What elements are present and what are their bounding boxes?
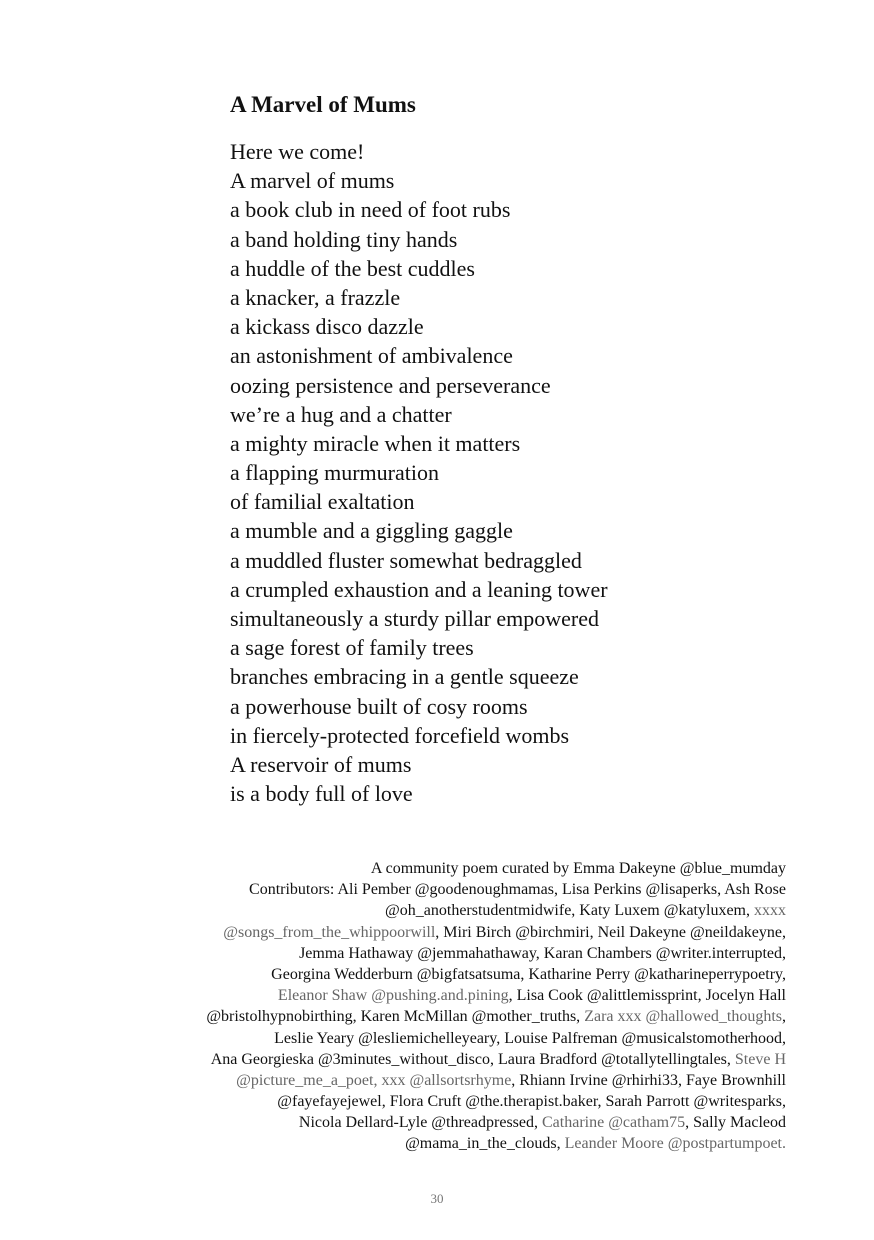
contributors-line	[66, 1028, 786, 1049]
contributors-line	[66, 1070, 786, 1091]
contributor-text: Nicola Dellard-Lyle @threadpressed,	[298, 1114, 542, 1132]
poem-line: a mumble and a giggling gaggle	[230, 518, 513, 544]
poem-line: a muddled fluster somewhat bedraggled	[230, 547, 582, 573]
poem-body	[230, 137, 608, 808]
contributor-text: ,	[782, 1008, 786, 1026]
poem-line: a mighty miracle when it matters	[230, 430, 521, 456]
poem-line: a sage forest of family trees	[230, 635, 474, 661]
contributors-line	[66, 985, 786, 1006]
poem-line: a crumpled exhaustion and a leaning tower	[230, 576, 608, 602]
poem-line: we’re a hug and a chatter	[230, 401, 452, 427]
contributor-text: Leander Moore @postpartumpoet.	[564, 1135, 786, 1153]
poem-line: a knacker, a frazzle	[230, 284, 401, 310]
poem-line: an astonishment of ambivalence	[230, 343, 513, 369]
contributor-text: , Rhiann Irvine @rhirhi33, Faye Brownhill	[511, 1071, 786, 1089]
poem-line: a kickass disco dazzle	[230, 314, 424, 340]
contributor-text: xxxx	[754, 902, 786, 920]
poem-line: a powerhouse built of cosy rooms	[230, 693, 528, 719]
contributor-text: @bristolhypnobirthing, Karen McMillan @mother_truths,	[206, 1008, 585, 1026]
poem-line: of familial exaltation	[230, 489, 415, 515]
contributors-line	[66, 964, 786, 985]
contributor-text: , Lisa Cook @alittlemissprint, Jocelyn Hall	[508, 987, 786, 1005]
contributor-text: Ana Georgieska @3minutes_without_disco, Laura Bradford @totallytellingtales,	[210, 1050, 735, 1068]
contributor-text: , Sally Macleod	[685, 1114, 786, 1132]
contributor-text: Catharine @catham75	[542, 1114, 686, 1132]
poem-line: in fiercely-protected forcefield wombs	[230, 722, 570, 748]
contributors-line	[66, 1091, 786, 1112]
contributor-text: Contributors: Ali Pember @goodenoughmamas, Lisa Perkins @lisaperks, Ash Rose	[249, 881, 786, 899]
contributor-text: @songs_from_the_whippoorwill	[223, 923, 436, 941]
contributors-line	[66, 943, 786, 964]
poem-line: oozing persistence and perseverance	[230, 372, 551, 398]
contributors-line	[66, 1049, 786, 1070]
page-number: 30	[430, 1191, 444, 1206]
contributor-text: , Miri Birch @birchmiri, Neil Dakeyne @neildakeyne,	[435, 923, 786, 941]
poem-line: branches embracing in a gentle squeeze	[230, 664, 579, 690]
poem-line: A reservoir of mums	[230, 751, 412, 777]
poem-line: simultaneously a sturdy pillar empowered	[230, 606, 600, 631]
contributor-text: Georgina Wedderburn @bigfatsatsuma, Katharine Perry @katharineperrypoetry,	[271, 965, 786, 983]
poem-line: Here we come!	[230, 139, 365, 164]
contributors-line	[66, 1006, 786, 1027]
curator-credit: A community poem curated by Emma Dakeyne @blue_mumday	[370, 860, 786, 877]
contributors-line	[66, 879, 786, 900]
contributor-text: @oh_anotherstudentmidwife, Katy Luxem @katyluxem,	[385, 902, 754, 920]
poem-line: a band holding tiny hands	[230, 226, 458, 252]
poem-title: A Marvel of Mums	[230, 92, 416, 117]
contributors-line	[66, 1112, 786, 1133]
contributor-text: Leslie Yeary @lesliemichelleyeary, Louise Palfreman @musicalstomotherhood,	[274, 1029, 786, 1047]
contributors-line	[66, 922, 786, 943]
contributors-line	[66, 1133, 786, 1154]
contributor-text: Eleanor Shaw @pushing.and.pining	[277, 987, 509, 1005]
contributor-text: @fayefayejewel, Flora Cruft @the.therapist.baker, Sarah Parrott @writesparks,	[277, 1093, 786, 1111]
poem-line: A marvel of mums	[230, 168, 395, 194]
poem-line: a book club in need of foot rubs	[230, 197, 511, 223]
credits-block	[66, 858, 786, 1155]
contributor-text: Jemma Hathaway @jemmahathaway, Karan Chambers @writer.interrupted,	[299, 944, 786, 962]
poem-line: a flapping murmuration	[230, 460, 439, 486]
poem-line: a huddle of the best cuddles	[230, 255, 475, 281]
contributors-line	[66, 900, 786, 921]
contributor-text: Zara xxx @hallowed_thoughts	[584, 1008, 782, 1026]
contributor-text: @picture_me_a_poet, xxx @allsortsrhyme	[236, 1071, 512, 1089]
poem-line: is a body full of love	[230, 781, 413, 807]
contributor-text: Steve H	[734, 1050, 786, 1068]
contributor-text: @mama_in_the_clouds,	[405, 1135, 565, 1153]
